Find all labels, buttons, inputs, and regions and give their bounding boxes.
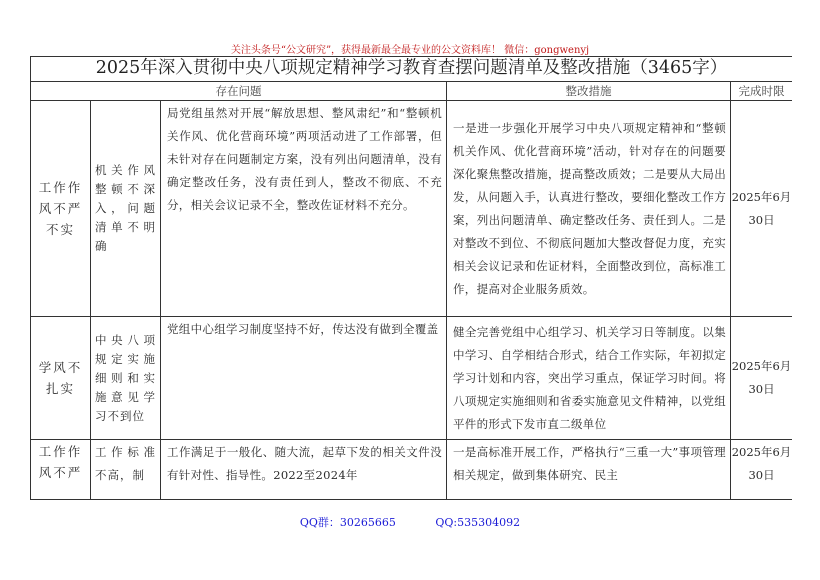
row-measure: 一是进一步强化开展学习中央八项规定精神和“整顿机关作风、优化营商环境”活动，针对存在的问题要深化聚焦整改措施，提高整改质效；二是要从大局出发，从问题入手，认真进行整改，要细化整改工作方案，列出问题清单、确定整改任务、责任到人。二是对整改不到位、不彻底问题加大整改督促力度，充实相关会议记录和佐证材料，全面整改到位，高标准工作，提高对企业服务质效。 <box>447 101 731 317</box>
table-row <box>31 440 793 500</box>
table-row <box>31 317 793 440</box>
issues-table <box>30 56 792 500</box>
row-deadline: 2025年6月30日 <box>731 440 793 500</box>
title-row <box>31 57 793 82</box>
table-row <box>31 101 793 317</box>
document-title: 2025年深入贯彻中央八项规定精神学习教育查摆问题清单及整改措施（3465字） <box>31 57 793 82</box>
footer-contact <box>0 514 820 530</box>
row-deadline: 2025年6月30日 <box>731 317 793 440</box>
row-category: 工作作风不严不实 <box>31 101 91 317</box>
row-deadline: 2025年6月30日 <box>731 101 793 317</box>
row-problem: 局党组虽然对开展“解放思想、整风肃纪”和“整顿机关作风、优化营商环境”两项活动进了工作部署，但未针对存在问题制定方案，没有列出问题清单，没有确定整改任务，没有责任到人，整改不彻底、不充分，相关会议记录不全，整改佐证材料不充分。 <box>161 101 447 317</box>
row-problem: 工作满足于一般化、随大流，起草下发的相关文件没有针对性、指导性。2022至2024年 <box>161 440 447 500</box>
row-measure: 健全完善党组中心组学习、机关学习日等制度。以集中学习、自学相结合形式，结合工作实际，年初拟定学习计划和内容，突出学习重点，保证学习时间。将八项规定实施细则和省委实施意见文件精神，以党组平件的形式下发市直二级单位 <box>447 317 731 440</box>
column-header-measure: 整改措施 <box>447 82 731 101</box>
footer-qq-group: QQ群：30265665 <box>299 516 396 529</box>
column-header-deadline: 完成时限 <box>731 82 793 101</box>
issues-table-container <box>30 56 792 516</box>
header-note: 关注头条号“公文研究”，获得最新最全最专业的公文资料库！ 微信：gongwenyj <box>230 45 590 56</box>
header-row <box>31 82 793 101</box>
footer-qq: QQ:535304092 <box>435 516 521 529</box>
row-category: 工作作风不严 <box>31 440 91 500</box>
row-category: 学风不扎实 <box>31 317 91 440</box>
row-subcategory: 机关作风整顿不深入，问题清单不明确 <box>91 101 161 317</box>
row-measure: 一是高标准开展工作，严格执行“三重一大”事项管理相关规定，做到集体研究、民主 <box>447 440 731 500</box>
row-problem: 党组中心组学习制度坚持不好，传达没有做到全覆盖 <box>161 317 447 440</box>
row-subcategory: 工作标准不高，制 <box>91 440 161 500</box>
row-subcategory: 中央八项规定实施细则和实施意见学习不到位 <box>91 317 161 440</box>
column-header-problem: 存在问题 <box>31 82 447 101</box>
